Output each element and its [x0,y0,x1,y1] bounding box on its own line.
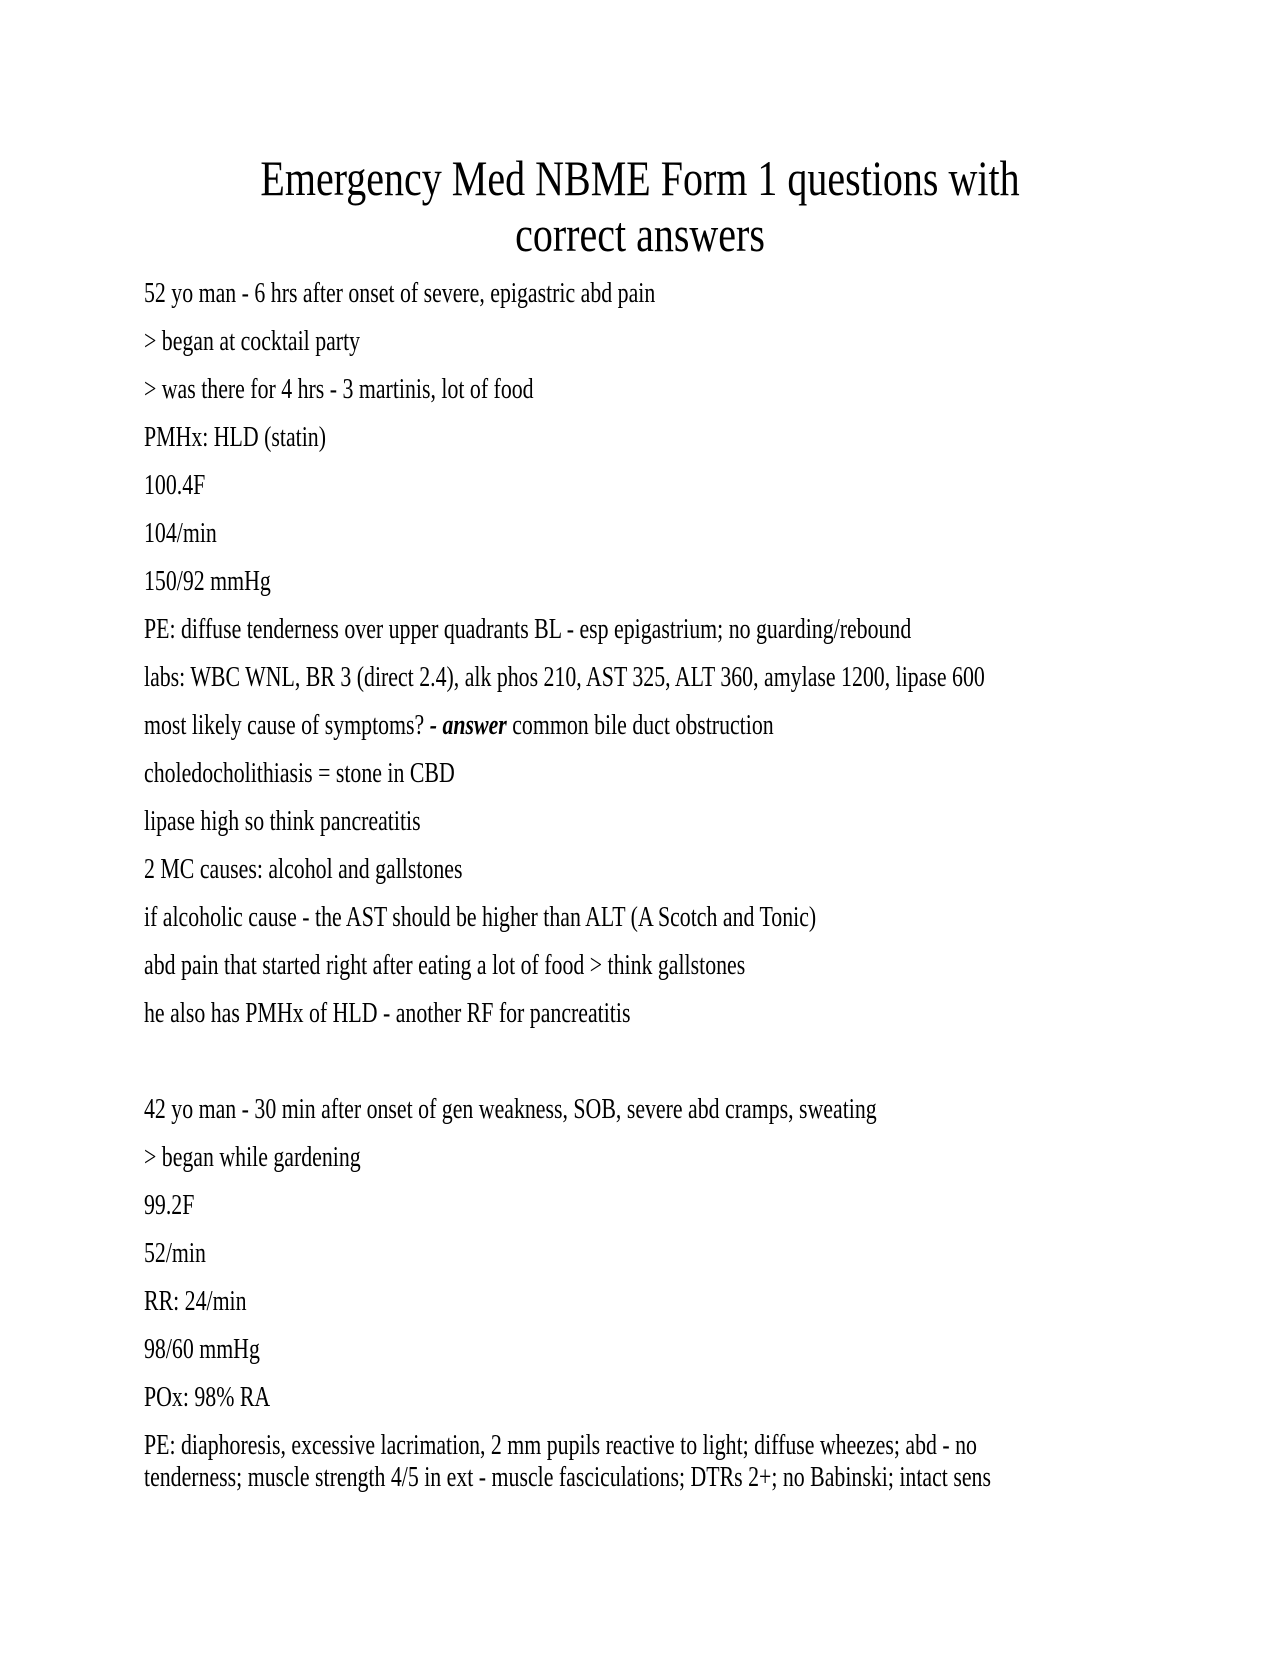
text-run: 98/60 mmHg [144,1334,260,1365]
text-line [144,1334,918,1366]
text-run: RR: 24/min [144,1286,247,1317]
text-line [144,566,918,598]
text-run: 99.2F [144,1190,195,1221]
paragraph [144,662,985,694]
text-run: if alcoholic cause - the AST should be higher than ALT (A Scotch and Tonic) [144,902,817,933]
text-line [144,1462,991,1494]
text-line [144,950,918,982]
paragraph [144,950,918,982]
text-line [144,1430,977,1462]
empty-paragraph [144,1046,918,1078]
text-line [144,662,985,694]
text-line [144,1142,918,1174]
document-body [144,278,1136,1494]
text-run: 52/min [144,1238,206,1269]
text-line [144,806,918,838]
text-line [144,998,918,1030]
paragraph [144,518,918,550]
text-line [144,518,918,550]
paragraph [144,806,918,838]
paragraph [144,1142,918,1174]
text-run: most likely cause of symptoms? [144,710,430,741]
paragraph [144,902,918,934]
text-line [144,710,918,742]
paragraph [144,1382,918,1414]
document-title [128,150,1152,262]
paragraph [144,1430,991,1494]
text-line [144,1238,918,1270]
text-run: lipase high so think pancreatitis [144,806,421,837]
paragraph [144,998,918,1030]
text-run: 2 MC causes: alcohol and gallstones [144,854,463,885]
text-run: > began while gardening [144,1142,361,1173]
paragraph [144,566,918,598]
text-line [144,278,918,310]
text-run: POx: 98% RA [144,1382,271,1413]
text-run: 52 yo man - 6 hrs after onset of severe, epigastric abd pain [144,278,656,309]
text-line [144,758,918,790]
text-line [144,1286,918,1318]
text-line [144,614,918,646]
text-line [144,470,918,502]
paragraph [144,422,918,454]
text-line [144,1382,918,1414]
text-line [144,374,918,406]
paragraph [144,278,918,310]
text-run: - answer [429,710,507,741]
text-line [144,422,918,454]
text-run: > was there for 4 hrs - 3 martinis, lot of food [144,374,534,405]
text-run: tenderness; muscle strength 4/5 in ext - muscle fasciculations; DTRs 2+; no Babinski; intact sens [144,1462,991,1493]
text-line [144,1046,918,1078]
text-run: PMHx: HLD (statin) [144,422,326,453]
paragraph [144,1238,918,1270]
paragraph [144,614,918,646]
text-line [144,902,918,934]
document-title-line: correct answers [515,206,765,262]
paragraph [144,374,918,406]
text-run: abd pain that started right after eating a lot of food > think gallstones [144,950,746,981]
text-run: PE: diaphoresis, excessive lacrimation, 2 mm pupils reactive to light; diffuse wheezes; abd - no [144,1430,977,1461]
paragraph [144,1334,918,1366]
paragraph [144,326,918,358]
text-line [144,1094,918,1126]
text-run: 104/min [144,518,217,549]
text-run: common bile duct obstruction [506,710,774,741]
paragraph [144,758,918,790]
text-run: he also has PMHx of HLD - another RF for pancreatitis [144,998,631,1029]
paragraph [144,1286,918,1318]
text-run: labs: WBC WNL, BR 3 (direct 2.4), alk phos 210, AST 325, ALT 360, amylase 1200, lipase 600 [144,662,985,693]
paragraph [144,470,918,502]
text-run: choledocholithiasis = stone in CBD [144,758,455,789]
paragraph [144,854,918,886]
text-line [144,854,918,886]
text-line [144,326,918,358]
text-run: 100.4F [144,470,206,501]
text-line [144,1190,918,1222]
document-title-line: Emergency Med NBME Form 1 questions with [260,150,1020,206]
text-run: 150/92 mmHg [144,566,271,597]
paragraph [144,1094,918,1126]
text-run: 42 yo man - 30 min after onset of gen weakness, SOB, severe abd cramps, sweating [144,1094,877,1125]
paragraph [144,1190,918,1222]
text-run: > began at cocktail party [144,326,361,357]
text-run: PE: diffuse tenderness over upper quadrants BL - esp epigastrium; no guarding/rebound [144,614,912,645]
paragraph [144,710,918,742]
